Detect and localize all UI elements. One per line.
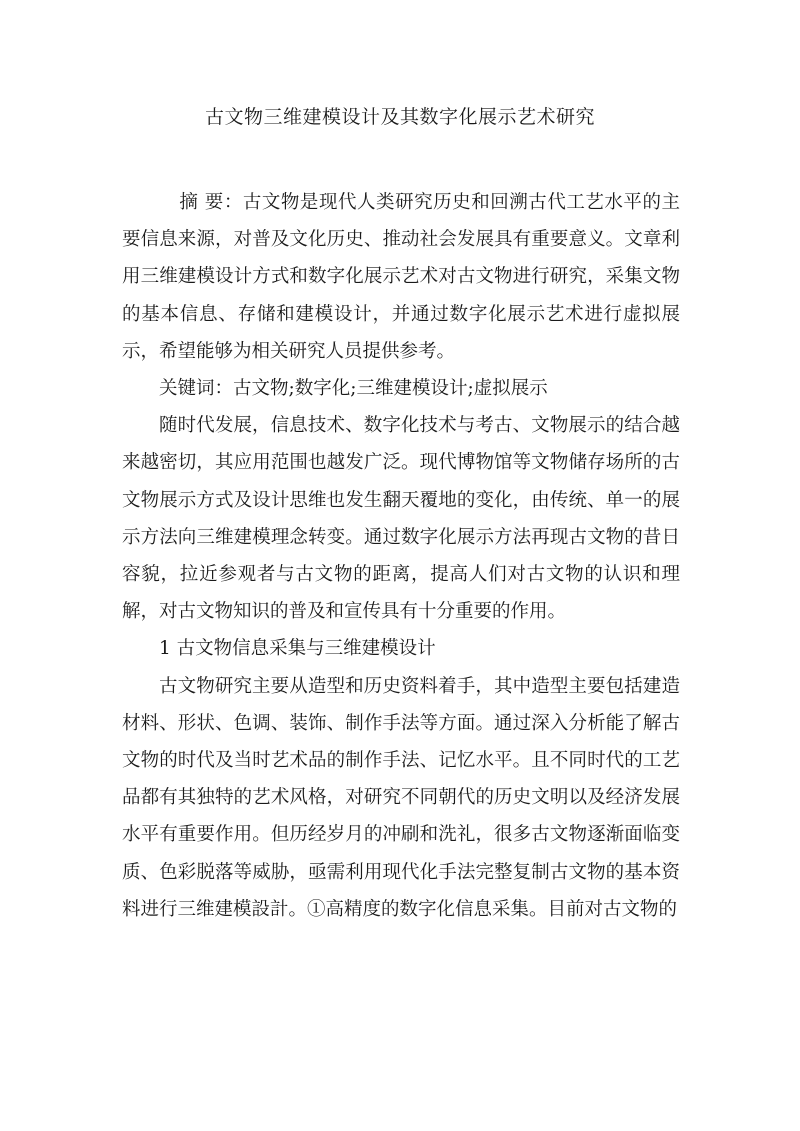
intro-paragraph: 随时代发展，信息技术、数字化技术与考古、文物展示的结合越来越密切，其应用范围也越发广泛。现代博物馆等文物储存场所的古文物展示方式及设计思维也发生翻天覆地的变化，由传统、单一的展示方法向三维建模理念转变。通过数字化展示方法再现古文物的昔日容貌，拉近参观者与古文物的距离，提高人们对古文物的认识和理解，对古文物知识的普及和宣传具有十分重要的作用。 — [122, 415, 680, 623]
section-heading: 1 古文物信息采集与三维建模设计 — [159, 638, 436, 660]
section-paragraph: 古文物研究主要从造型和历史资料着手，其中造型主要包括建造材料、形状、色调、装饰、制作手法等方面。通过深入分析能了解古文物的时代及当时艺术品的制作手法、记忆水平。且不同时代的工艺品都有其独特的艺术风格，对研究不同朝代的历史文明以及经济发展水平有重要作用。但历经岁月的冲刷和洗礼，很多古文物逐渐面临变质、色彩脱落等威胁，亟需利用现代化手法完整复制古文物的基本资料进行三维建模設計。①高精度的数字化信息采集。目前对古文物的 — [122, 675, 680, 920]
keywords-line: 关键词：古文物;数字化;三维建模设计;虚拟展示 — [159, 378, 548, 400]
document-body — [122, 184, 680, 928]
document-title: 古文物三维建模设计及其数字化展示艺术研究 — [204, 106, 595, 128]
abstract-paragraph: 摘 要：古文物是现代人类研究历史和回溯古代工艺水平的主要信息来源，对普及文化历史、推动社会发展具有重要意义。文章利用三维建模设计方式和数字化展示艺术对古文物进行研究，采集文物的基本信息、存储和建模设计，并通过数字化展示艺术进行虚拟展示，希望能够为相关研究人员提供参考。 — [122, 192, 680, 362]
